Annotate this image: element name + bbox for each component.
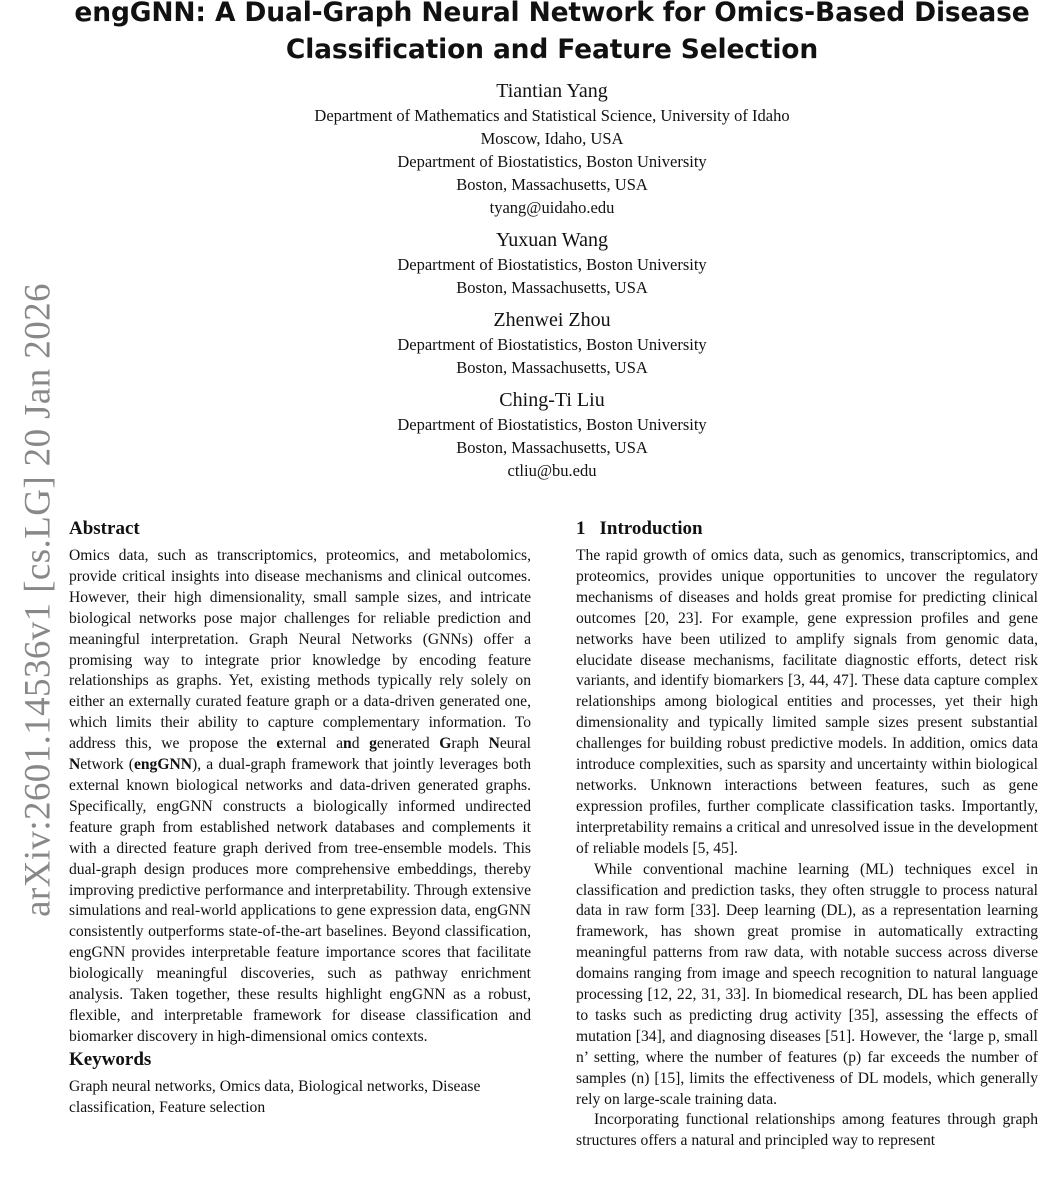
acronym-word-rest: d	[351, 735, 370, 753]
author-block	[0, 78, 1039, 490]
author-name: Zhenwei Zhou	[493, 309, 611, 331]
acronym-word-rest: eural	[499, 735, 531, 753]
acronym-word-rest: a	[336, 735, 344, 753]
acronym-word-rest: xternal	[283, 735, 337, 753]
affiliation-line: Department of Biostatistics, Boston University	[397, 335, 707, 354]
affiliation-line: Moscow, Idaho, USA	[480, 129, 624, 148]
paper-title: engGNN: A Dual-Graph Neural Network for Omics-Based Disease Classification and Feature Selection	[74, 0, 1030, 65]
acronym-name: engGNN	[133, 756, 192, 774]
acronym-word-rest: etwork (	[80, 756, 134, 774]
author-entry	[0, 78, 1039, 219]
author-name: Yuxuan Wang	[496, 229, 608, 251]
acronym-letter: n	[343, 735, 352, 753]
affiliation-line: Department of Biostatistics, Boston University	[397, 255, 707, 274]
affiliation-line: tyang@uidaho.edu	[489, 198, 615, 217]
affiliation-line: Department of Mathematics and Statistical Science, University of Idaho	[314, 106, 790, 125]
section-number: 1	[576, 518, 586, 539]
author-entry	[0, 387, 1039, 482]
keywords-text: Graph neural networks, Omics data, Biological networks, Disease classification, Feature selection	[69, 1077, 481, 1116]
intro-paragraph-3: Incorporating functional relationships among features through graph structures offers a natural and principled way to represent	[576, 1111, 1038, 1150]
affiliation-line: Boston, Massachusetts, USA	[456, 438, 648, 457]
abstract-text: Omics data, such as transcriptomics, proteomics, and metabolomics, provide critical insights into disease mechanisms and clinical outcomes. However, their high dimensionality, small sample sizes, and intricate biological networks pose major challenges for reliable prediction and meaningful interpretation. Graph Neural Networks (GNNs) offer a promising way to integrate prior knowledge by encoding feature relationships as graphs. Yet, existing methods typically rely solely on either an externally curated feature graph or a data-driven generated one, which limits their ability to capture complementary information. To address this, we propose the external and generated Graph Neural Network (engGNN), a dual-graph framework that jointly leverages both external known biological networks and data-driven generated graphs. Specifically, engGNN constructs a biologically informed undirected feature graph from established network databases and complements it with a directed feature graph derived from tree-ensemble models. This dual-graph design produces more comprehensive embeddings, thereby improving predictive performance and interpretability. Through extensive simulations and real-world applications to gene expression data, engGNN consistently outperforms state-of-the-art baselines. Beyond classification, engGNN provides interpretable feature importance scores that facilitate biologically meaningful discoveries, such as pathway enrichment analysis. Taken together, these results highlight engGNN as a robust, flexible, and interpretable framework for disease classification and biomarker discovery in high-dimensional omics contexts.	[69, 547, 531, 1045]
acronym-letter: G	[439, 735, 452, 753]
author-entry	[0, 307, 1039, 379]
acronym-letter: N	[69, 756, 81, 774]
acronym-letter: g	[369, 735, 377, 753]
acronym-letter: N	[488, 735, 500, 753]
acronym-letter: e	[276, 735, 284, 753]
left-column	[69, 517, 531, 1119]
arxiv-stamp-text: arXiv:2601.14536v1 [cs.LG] 20 Jan 2026	[17, 283, 59, 917]
author-entry	[0, 227, 1039, 299]
affiliation-line: Department of Biostatistics, Boston University	[397, 152, 707, 171]
affiliation-line: Boston, Massachusetts, USA	[456, 278, 648, 297]
acronym-word-rest: enerated	[376, 735, 440, 753]
affiliation-line: Boston, Massachusetts, USA	[456, 175, 648, 194]
affiliation-line: ctliu@bu.edu	[507, 461, 597, 480]
intro-paragraph-2: While conventional machine learning (ML) techniques excel in classification and prediction tasks, they often struggle to process natural data in raw form [33]. Deep learning (DL), as a representation learning framework, has shown great promise in automatically extracting meaningful patterns from raw data, with notable success across diverse domains ranging from image and speech recognition to natural language processing [12, 22, 31, 33]. In biomedical research, DL has been applied to tasks such as predicting drug activity [35], assessing the effects of mutation [34], and diagnosing diseases [51]. However, the ‘large p, small n’ setting, where the number of features (p) far exceeds the number of samples (n) [15], limits the effectiveness of DL models, which generally rely on large-scale training data.	[576, 860, 1038, 1108]
author-name: Ching-Ti Liu	[499, 389, 605, 411]
right-column	[576, 517, 1038, 1152]
affiliation-line: Boston, Massachusetts, USA	[456, 358, 648, 377]
author-name: Tiantian Yang	[496, 80, 608, 102]
intro-paragraph-1: The rapid growth of omics data, such as genomics, transcriptomics, and proteomics, provides unique opportunities to uncover the regulatory mechanisms of diseases and holds great promise for predicting clinical outcomes [20, 23]. For example, gene expression profiles and gene networks have been utilized to amplify signals from genomic data, elucidate disease mechanisms, facilitate diagnostic efforts, detect risk variants, and identify biomarkers [3, 44, 47]. These data capture complex relationships among biological entities and processes, yet their high dimensionality and typically limited sample sizes present substantial challenges for building robust predictive models. In addition, omics data introduce complexities, such as sparsity and uncertainty within biological networks. Unknown interactions between features, such as gene expression profiles, further complicate classification tasks. Importantly, interpretability remains a critical and unresolved issue in the development of reliable models [5, 45].	[576, 547, 1038, 857]
acronym-word-rest: raph	[451, 735, 489, 753]
affiliation-line: Department of Biostatistics, Boston University	[397, 415, 707, 434]
introduction-heading: 1 Introduction	[576, 518, 703, 539]
abstract-heading: Abstract	[69, 518, 140, 539]
keywords-heading: Keywords	[69, 1048, 152, 1070]
